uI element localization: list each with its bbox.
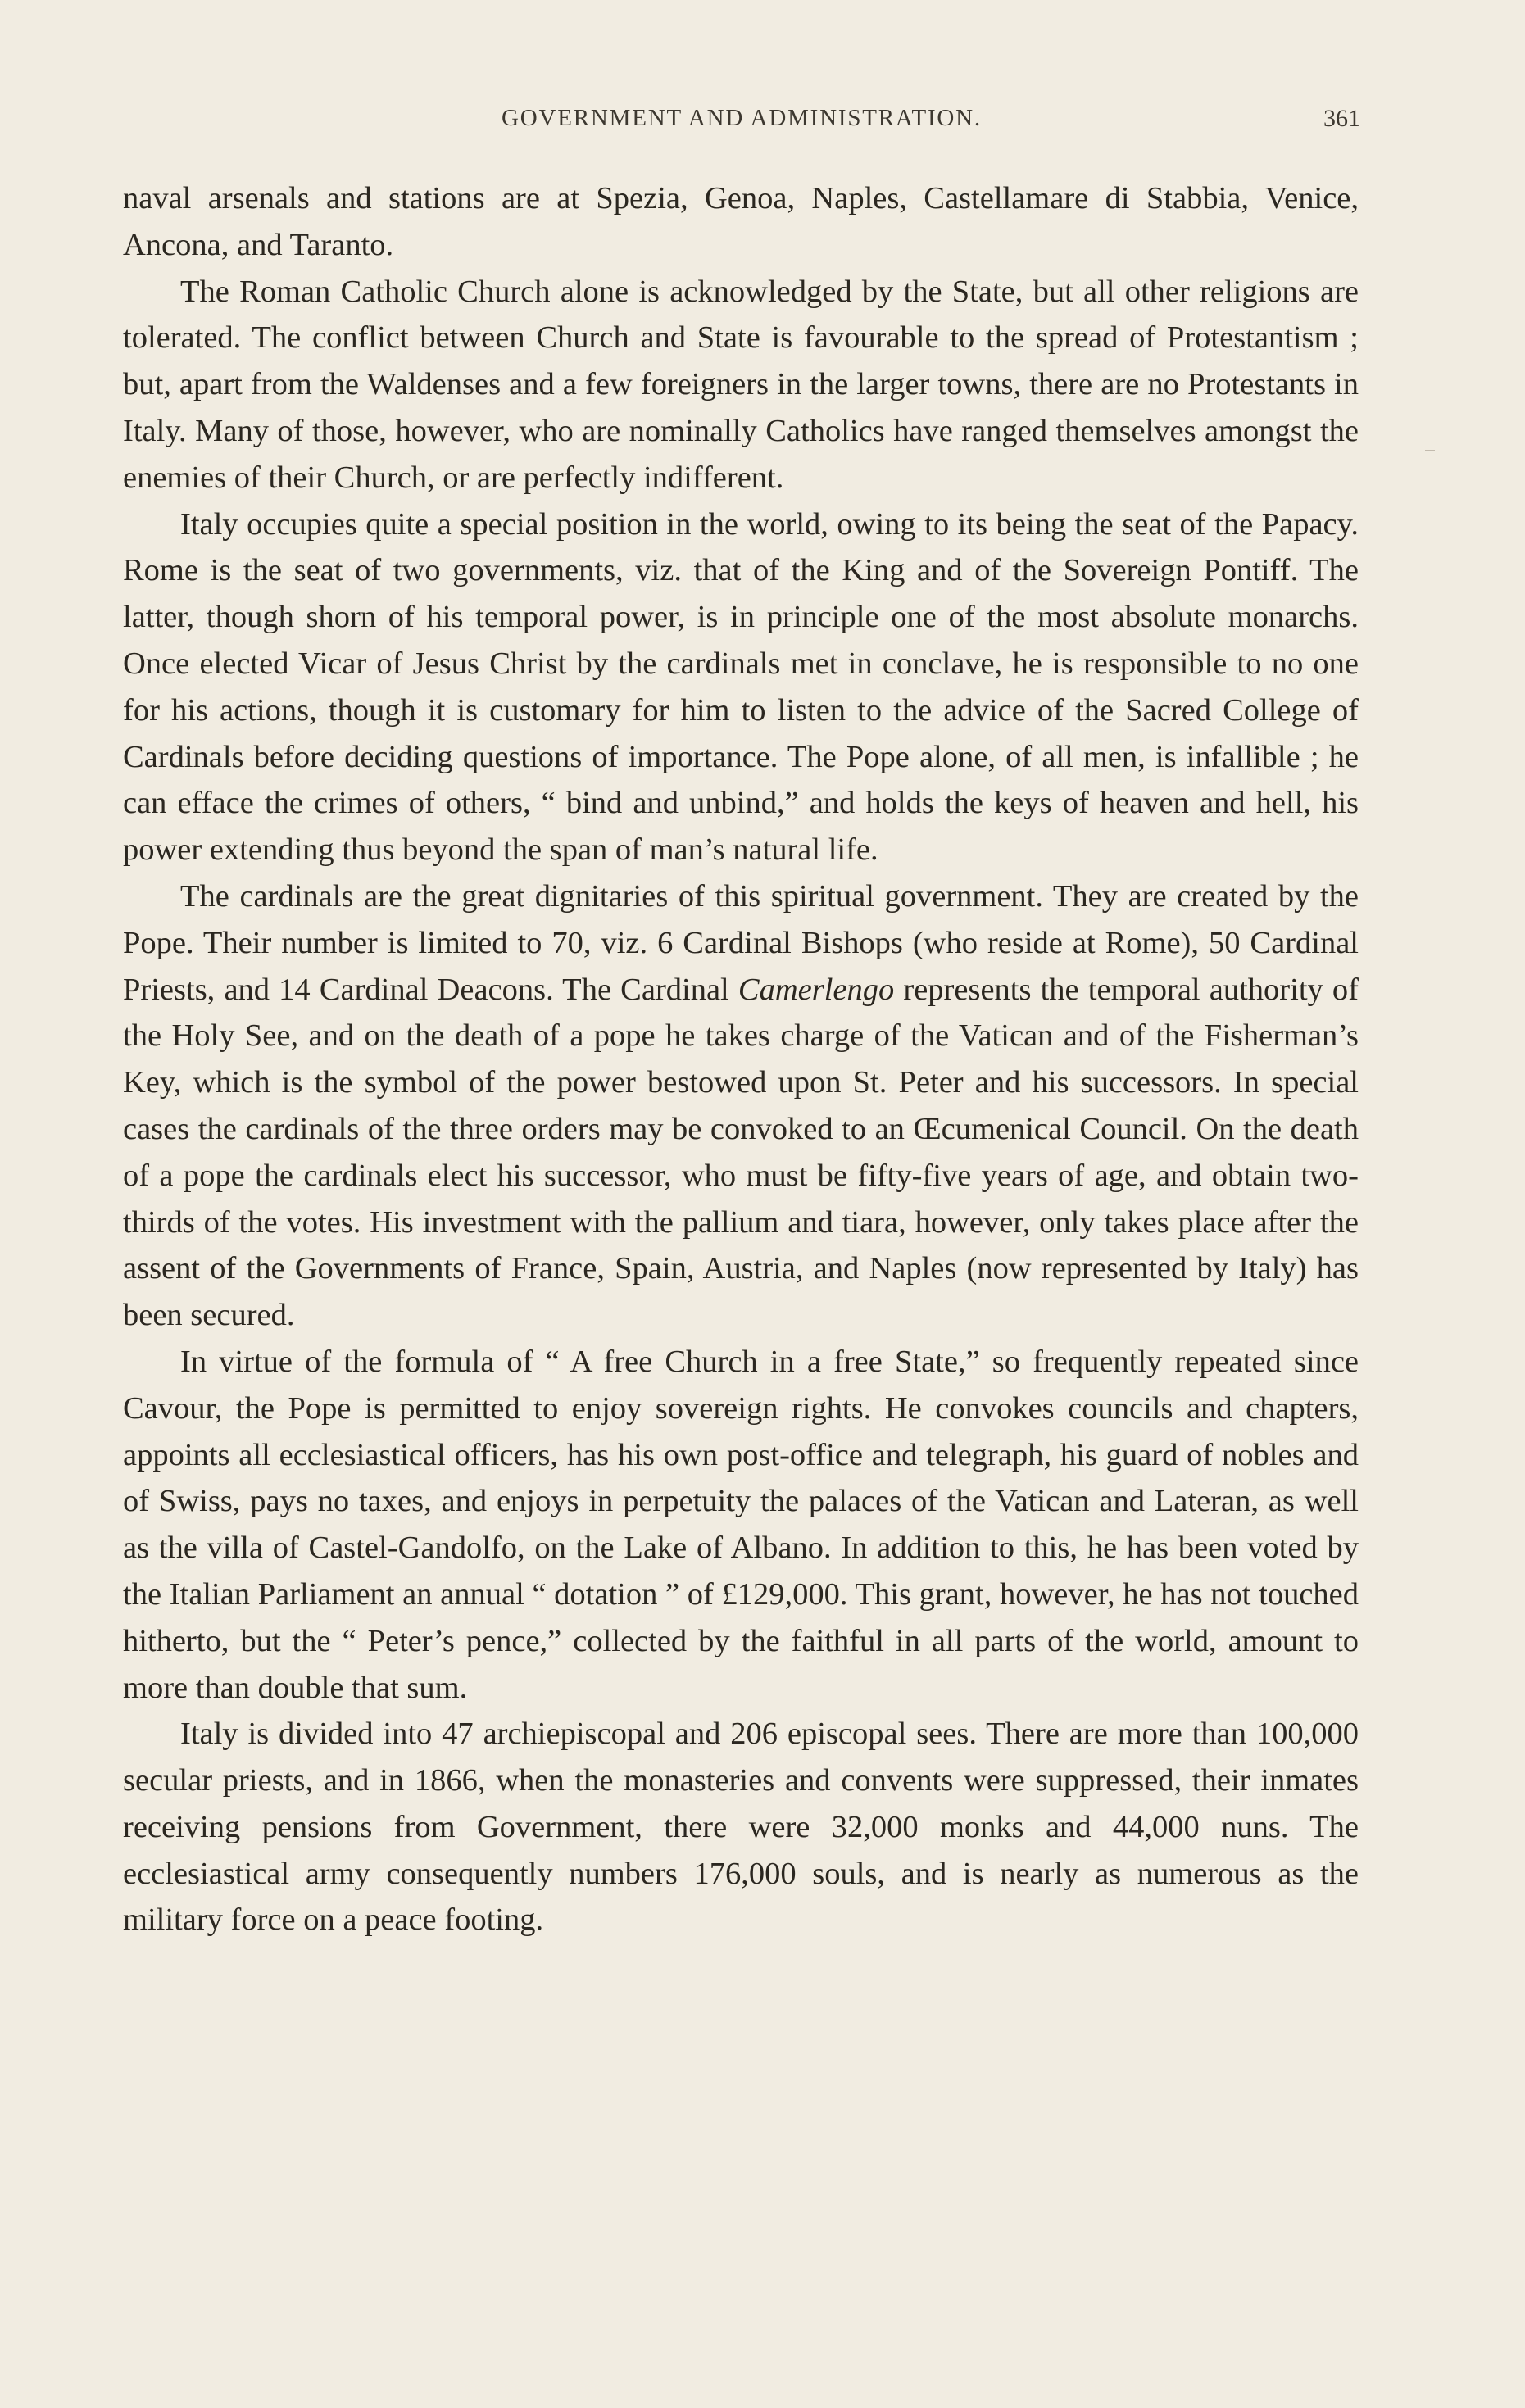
paragraph-religion: The Roman Catholic Church alone is acknowledged by the State, but all other religions are tolerated. The conflict between Church and State is favourable to the spread of Protestantism ; but, apart from the Waldenses and a few foreigners in the larger towns, there are no Protestants in Italy. Many of those, however, who are nominally Catholics have ranged themselves amongst the enemies of their Church, or are perfectly indifferent. xyxy=(123,274,1359,495)
paragraph-cardinals xyxy=(123,873,1359,1339)
paragraph-sees-and-clergy: Italy is divided into 47 archiepiscopal and 206 episcopal sees. There are more than 100,000 secular priests, and in 1866, when the monasteries and convents were suppressed, their inmates receiving pensions from Government, there were 32,000 monks and 44,000 nuns. The ecclesiastical army consequently numbers 176,000 souls, and is nearly as numerous as the military force on a peace footing. xyxy=(123,1716,1359,1938)
paragraph-cardinals-before: The cardinals are the great dignitaries of this spiritual government. They are created by the Pope. Their number is limited to 70, viz. 6 Cardinal Bishops (who reside at Rome), 50 Cardinal Priests, and 14 Cardinal Deacons. The Cardinal xyxy=(123,878,1359,1007)
running-title: GOVERNMENT AND ADMINISTRATION. xyxy=(502,105,982,131)
page-number: 361 xyxy=(1323,105,1360,132)
paragraph-sovereign-rights: In virtue of the formula of “ A free Church in a free State,” so frequently repeated since Cavour, the Pope is permitted to enjoy sovereign rights. He convokes councils and chapters, appoints all ecclesiastical officers, has his own post-office and telegraph, his guard of nobles and of Swiss, pays no taxes, and enjoys in perpetuity the palaces of the Vatican and Lateran, as well as the villa of Castel-Gandolfo, on the Lake of Albano. In addition to this, he has been voted by the Italian Parliament an annual “ dotation ” of £129,000. This grant, however, he has not touched hitherto, but the “ Peter’s pence,” collected by the faithful in all parts of the world, amount to more than double that sum. xyxy=(123,1344,1359,1705)
paragraph-cardinals-after: represents the temporal authority of the Holy See, and on the death of a pope he takes charge of the Vatican and of the Fisherman’s Key, which is the symbol of the power bestowed upon St. Peter and his successors. In special cases the cardinals of the three orders may be convoked to an Œcumenical Council. On the death of a pope the cardinals elect his successor, who must be fifty-five years of age, and obtain two-thirds of the votes. His investment with the pallium and tiara, however, only takes place after the assent of the Governments of France, Spain, Austria, and Naples (now represented by Italy) has been secured. xyxy=(123,972,1359,1333)
running-head xyxy=(123,105,1360,144)
camerlengo-term: Camerlengo xyxy=(738,972,895,1007)
printed-edge-mark xyxy=(1425,450,1435,451)
body-text xyxy=(123,175,1359,1943)
paragraph-papacy: Italy occupies quite a special position in the world, owing to its being the seat of the Papacy. Rome is the seat of two governments, viz. that of the King and of the Sovereign Pontiff. The latter, though shorn of his temporal power, is in principle one of the most absolute monarchs. Once elected Vicar of Jesus Christ by the cardinals met in conclave, he is responsible to no one for his actions, though it is customary for him to listen to the advice of the Sacred College of Cardinals before deciding questions of importance. The Pope alone, of all men, is infallible ; he can efface the crimes of others, “ bind and unbind,” and holds the keys of heaven and hell, his power extending thus beyond the span of man’s natural life. xyxy=(123,506,1359,868)
paragraph-continuation: naval arsenals and stations are at Spezia, Genoa, Naples, Castellamare di Stabbia, Venice, Ancona, and Taranto. xyxy=(123,181,1359,262)
